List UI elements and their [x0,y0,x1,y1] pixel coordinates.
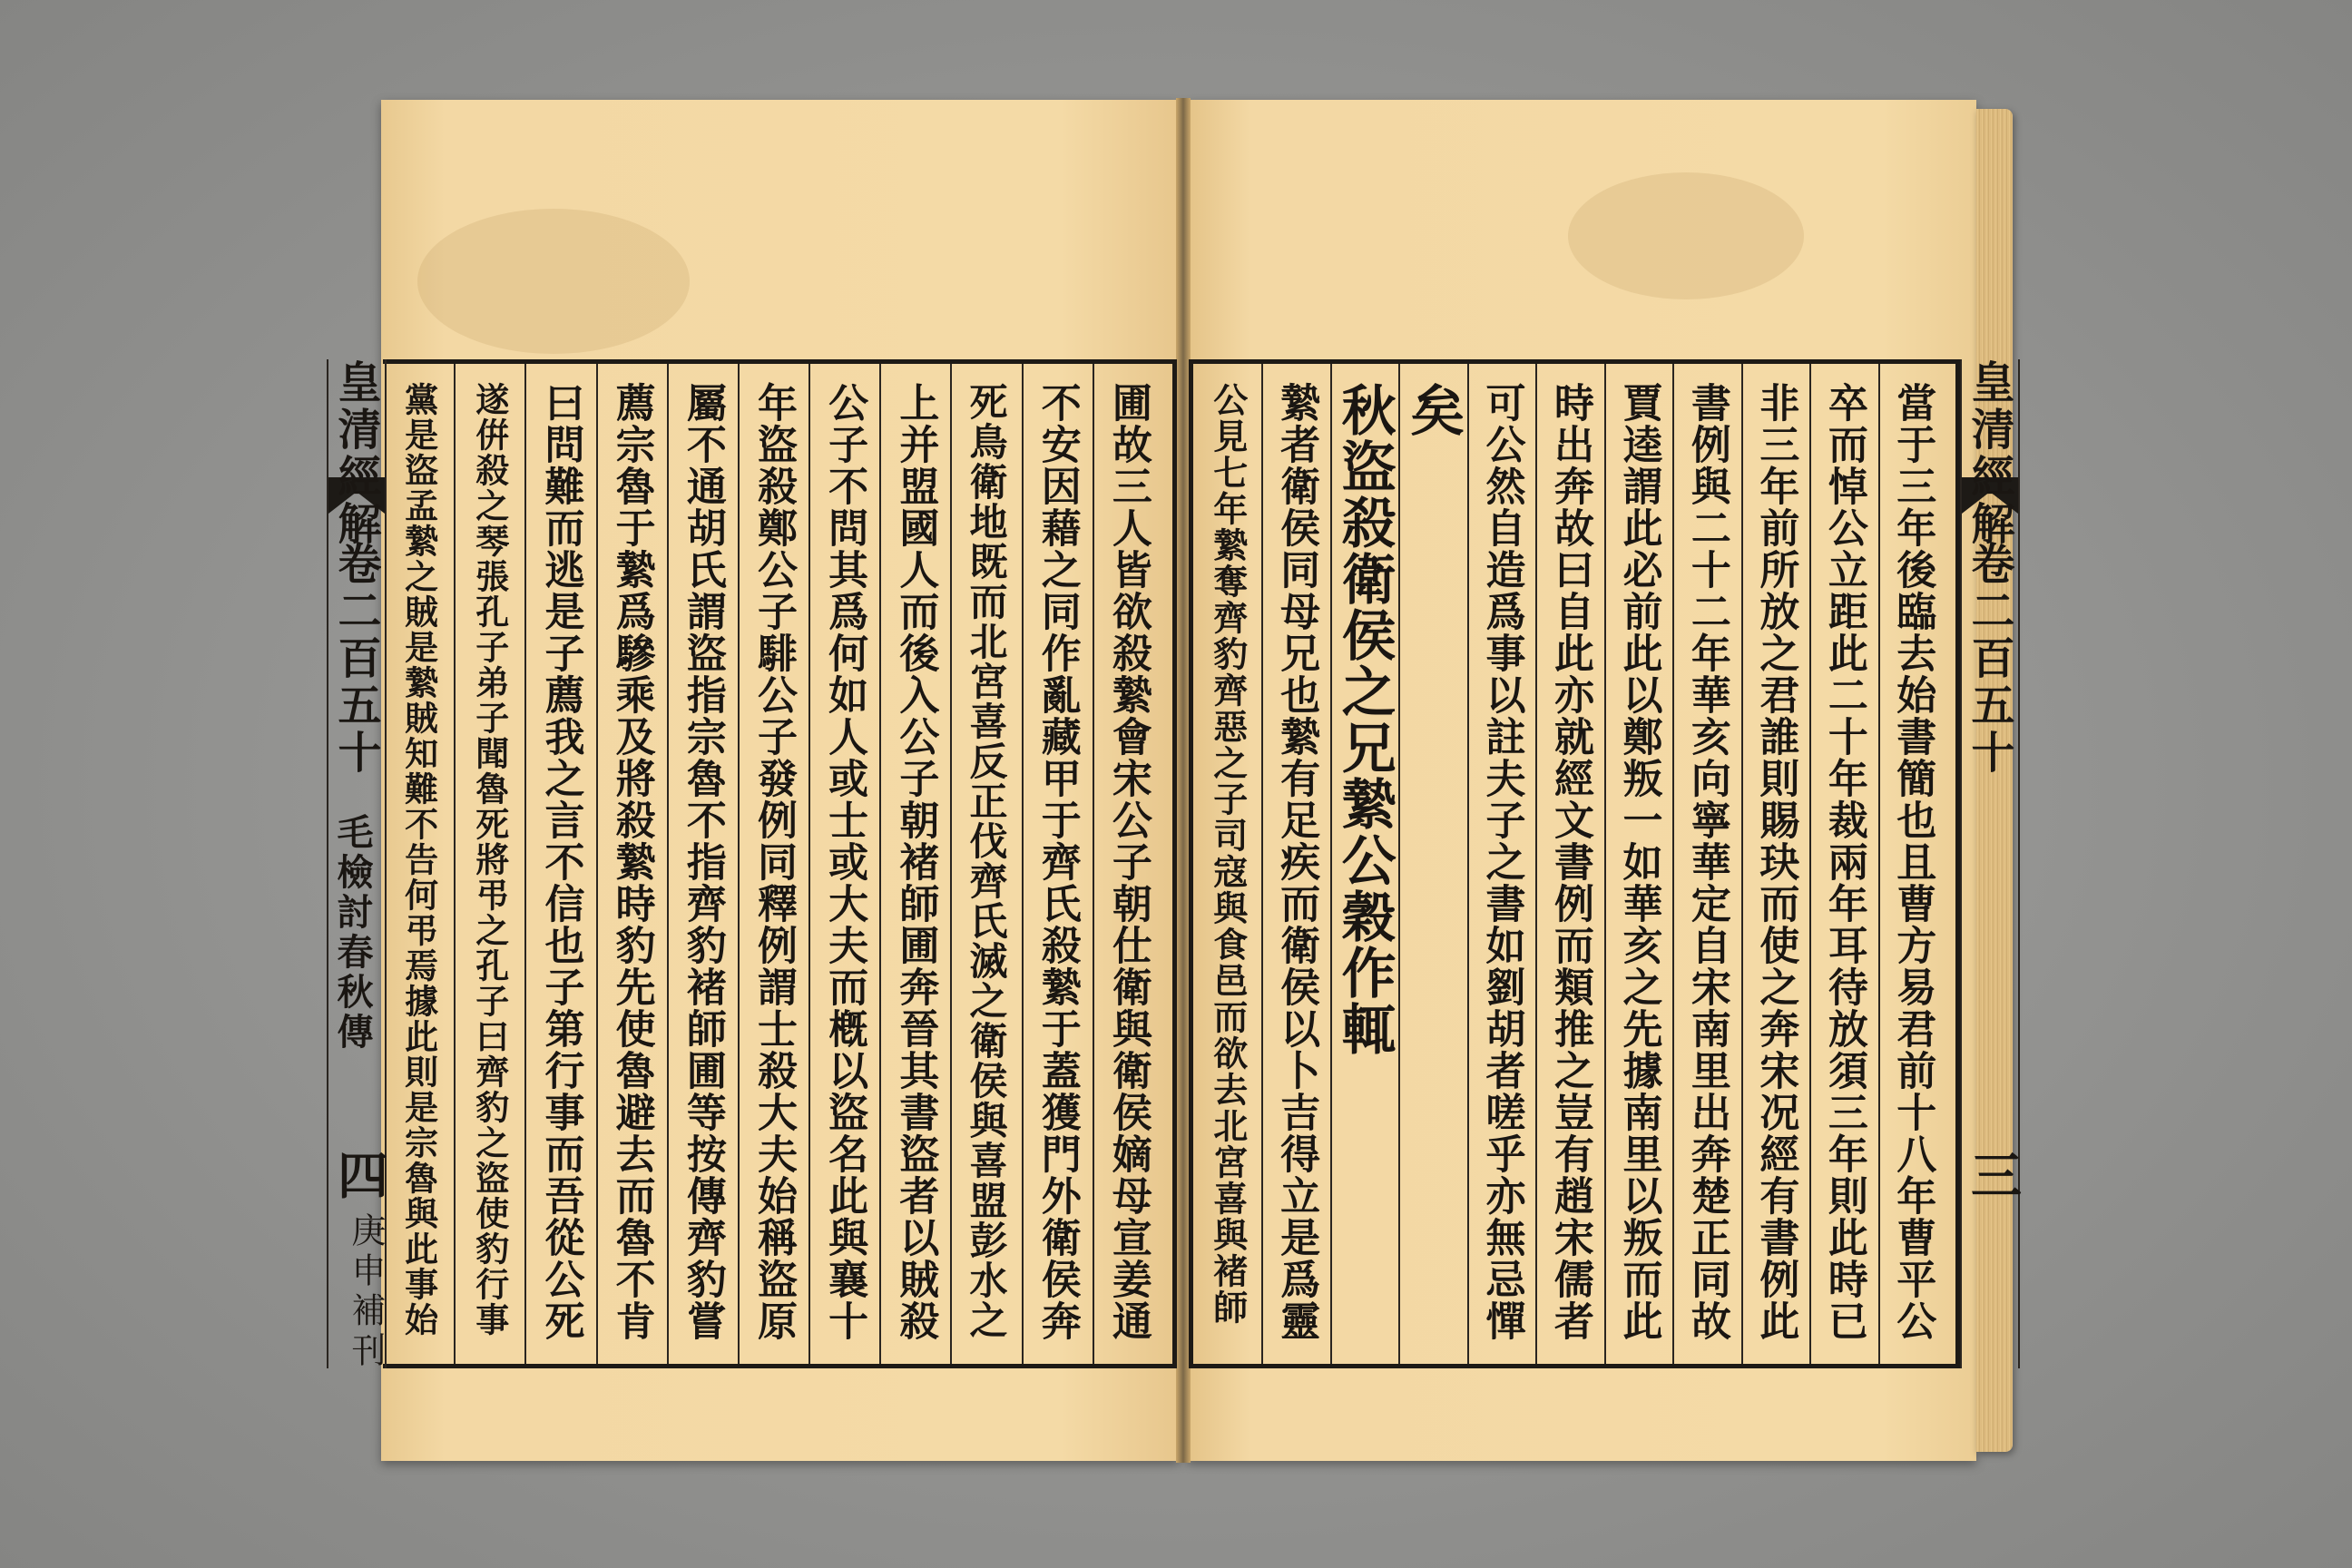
column-rule [1467,364,1469,1364]
folio-title: 皇清經解 [1964,359,2014,548]
column-rule [1741,364,1743,1364]
text-column: 卒而悼公立距此二十年裁兩年耳待放須三年則此時已 [1820,382,1867,1342]
text-column: 曰問難而逃是子薦我之言不信也子第行事而吾從公死 [537,382,584,1342]
text-column: 公子不問其爲何如人或士或大夫而槪以盜名此與襄十 [821,382,868,1342]
folio-author: 毛檢討春秋傳 [331,813,374,1053]
text-column: 黨是盜孟縶之賊是縶賊知難不告何弔焉據此則是宗魯與此事始 [398,382,439,1338]
column-rule [454,364,456,1364]
column-rule [667,364,669,1364]
column-rule [1261,364,1263,1364]
paper-stain [417,209,690,354]
text-column: 遂倂殺之琴張孔子弟子聞魯死將弔之孔子曰齊豹之盜使豹行事 [469,382,510,1338]
text-column: 賈逵謂此必前此以鄭叛一如華亥之先據南里以叛而此 [1615,382,1662,1342]
text-column: 公見七年縶奪齊豹齊惡之子司寇與食邑而欲去北宮喜與褚師 [1207,382,1249,1326]
column-rule [808,364,810,1364]
text-column: 上并盟國人而後入公子朝褚師圃奔晉其書盜者以賊殺 [892,382,939,1342]
text-column: 縶者衛侯同母兄也縶有足疾而衛侯以卜吉得立是爲靈 [1273,382,1320,1342]
column-rule [1330,364,1332,1364]
folio-volume: 卷二百五十 [330,541,381,777]
column-rule [1398,364,1400,1364]
column-rule [879,364,881,1364]
column-rule [738,364,740,1364]
column-rule [1809,364,1811,1364]
text-column: 屬不通胡氏謂盜指宗魯不指齊豹褚師圃等按傳齊豹嘗 [679,382,726,1342]
column-rule [950,364,952,1364]
open-book [329,91,2023,1470]
text-column: 不安因藉之同作亂藏甲于齊氏殺縶于蓋獲門外衛侯奔 [1034,382,1081,1342]
column-rule [1022,364,1024,1364]
column-rule [596,364,598,1364]
text-column: 可公然自造爲事以註夫子之書如劉胡者嗟乎亦無忌憚 [1478,382,1525,1342]
text-column: 時出奔故曰自此亦就經文書例而類推之豈有趙宋儒者 [1547,382,1593,1342]
text-column: 秋盜殺衛侯之兄縶公穀作輒 [1332,382,1396,1057]
left-folio-strip [327,359,389,1372]
left-text-frame [383,359,1177,1368]
folio-footer: 庚申補刊 [346,1212,386,1372]
left-columns [383,364,1172,1364]
paper-stain [1568,172,1804,299]
folio-number: 四 [329,1149,389,1203]
column-rule [524,364,526,1364]
right-folio-strip [1960,359,2023,1368]
text-column: 年盜殺鄭公子騑公子發例同釋例謂士殺大夫始稱盜原 [750,382,797,1342]
text-column: 矣 [1401,382,1465,438]
folio-volume: 卷二百五十 [1964,541,2014,777]
right-text-frame [1189,359,1960,1368]
text-column: 圃故三人皆欲殺縶會宋公子朝仕衛與衛侯嫡母宣姜通 [1104,382,1152,1342]
right-columns [1193,364,1955,1364]
column-rule [1604,364,1606,1364]
text-column: 薦宗魯于縶爲驂乘及將殺縶時豹先使魯避去而魯不肯 [608,382,655,1342]
text-column: 書例與二十二年華亥向寧華定自宋南里出奔楚正同故 [1683,382,1730,1342]
folio-number: 三 [1963,1149,2023,1203]
folio-title: 皇清經解 [330,359,381,548]
column-rule [1672,364,1674,1364]
column-rule [1535,364,1537,1364]
text-column: 死鳥衛地既而北宮喜反正伐齊氏滅之衛侯與喜盟彭水之 [964,382,1009,1340]
column-rule [1878,364,1880,1364]
text-column: 當于三年後臨去始書簡也且曹方易君前十八年曹平公 [1889,382,1936,1342]
column-rule [1093,364,1094,1364]
text-column: 非三年前所放之君誰則賜玦而使之奔宋况經有書例此 [1752,382,1799,1342]
